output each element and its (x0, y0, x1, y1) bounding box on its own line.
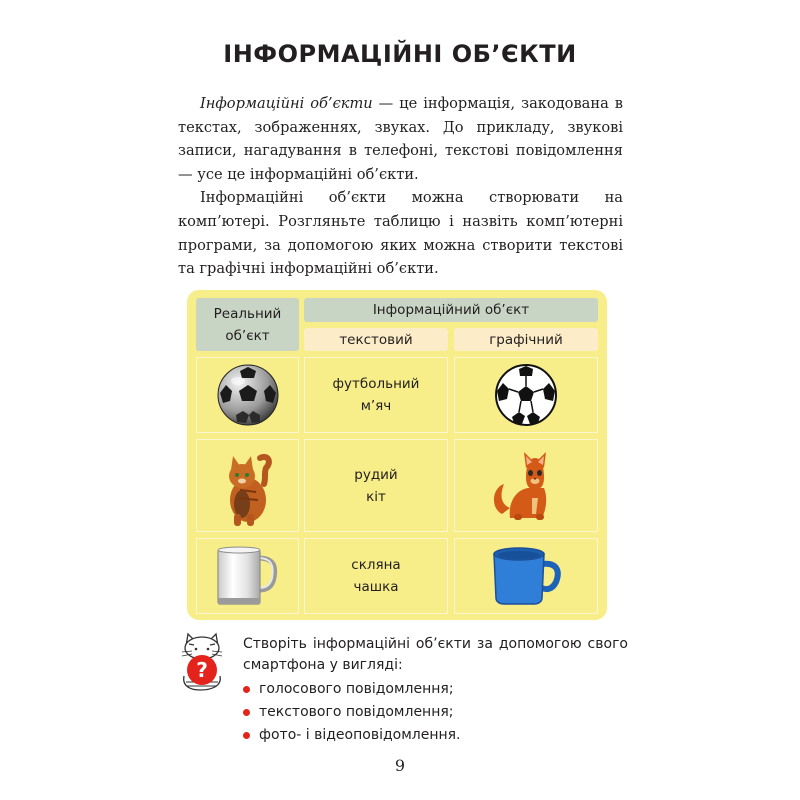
header-real-line-1: Реальний (213, 305, 282, 322)
cell-graphic-mug (454, 538, 598, 614)
task-list (243, 679, 628, 747)
page-title: ІНФОРМАЦІЙНІ ОБ’ЄКТИ (223, 40, 577, 68)
intro-paragraph-1 (178, 92, 623, 186)
ball-text-line-2: м’яч (360, 398, 392, 414)
cell-real-cat (196, 439, 299, 532)
soccer-ball-photo-icon (216, 363, 280, 427)
mug-text-line-2: чашка (353, 579, 399, 595)
task-block (243, 634, 628, 748)
list-item (243, 702, 628, 724)
blue-mug-drawing-icon (488, 544, 564, 608)
cell-text-mug (304, 538, 448, 614)
header-real-object (196, 298, 299, 351)
term: Інформаційні об’єкти (200, 95, 373, 112)
bullet-icon (243, 686, 250, 693)
cell-graphic-ball (454, 357, 598, 433)
list-item-text: фото- і відеоповідомлення. (259, 727, 461, 743)
list-item-text: голосового повідомлення; (259, 681, 454, 697)
subheader-graphic: графічний (454, 328, 598, 351)
bullet-icon (243, 732, 250, 739)
header-real-line-2: об’єкт (225, 327, 270, 344)
soccer-ball-drawing-icon (494, 363, 558, 427)
cell-real-mug (196, 538, 299, 614)
cat-question-icon (178, 632, 226, 692)
ginger-cat-drawing-icon (488, 448, 564, 524)
intro-text (178, 92, 623, 281)
task-text: Створіть інформаційні об’єкти за допомогою свого смартфона у вигляді: (243, 636, 628, 673)
page-number: 9 (394, 756, 406, 775)
cat-text-line-1: рудий (354, 466, 398, 483)
cell-text-ball (304, 357, 448, 433)
subheader-text: текстовий (304, 328, 448, 351)
mug-text-line-1: скляна (351, 557, 401, 573)
ball-text-line-1: футбольний (332, 376, 420, 392)
cell-text-cat (304, 439, 448, 532)
intro-paragraph-2: Інформаційні об’єкти можна створювати на комп’ютері. Розгляньте таблицю і назвіть комп’ютерні програми, за допомогою яких можна створити текстові та графічні інформаційні об’єкти. (178, 189, 623, 278)
glass-mug-photo-icon (212, 544, 284, 608)
cat-text-line-2: кіт (366, 488, 386, 505)
list-item (243, 679, 628, 701)
intro-paragraph-1-text: — це інформація, закодована в текстах, зображеннях, звуках. До прикладу, звукові записи, нагадування в телефоні, текстові повідомлення — усе це інформаційні об’єкти. (178, 95, 624, 183)
header-info-object: Інформаційний об’єкт (304, 298, 598, 322)
cell-real-ball (196, 357, 299, 433)
list-item-text: текстового повідомлення; (259, 704, 454, 720)
ginger-cat-photo-icon (220, 444, 276, 528)
cell-graphic-cat (454, 439, 598, 532)
bullet-icon (243, 709, 250, 716)
svg-text:?: ? (196, 658, 208, 682)
list-item (243, 725, 628, 747)
